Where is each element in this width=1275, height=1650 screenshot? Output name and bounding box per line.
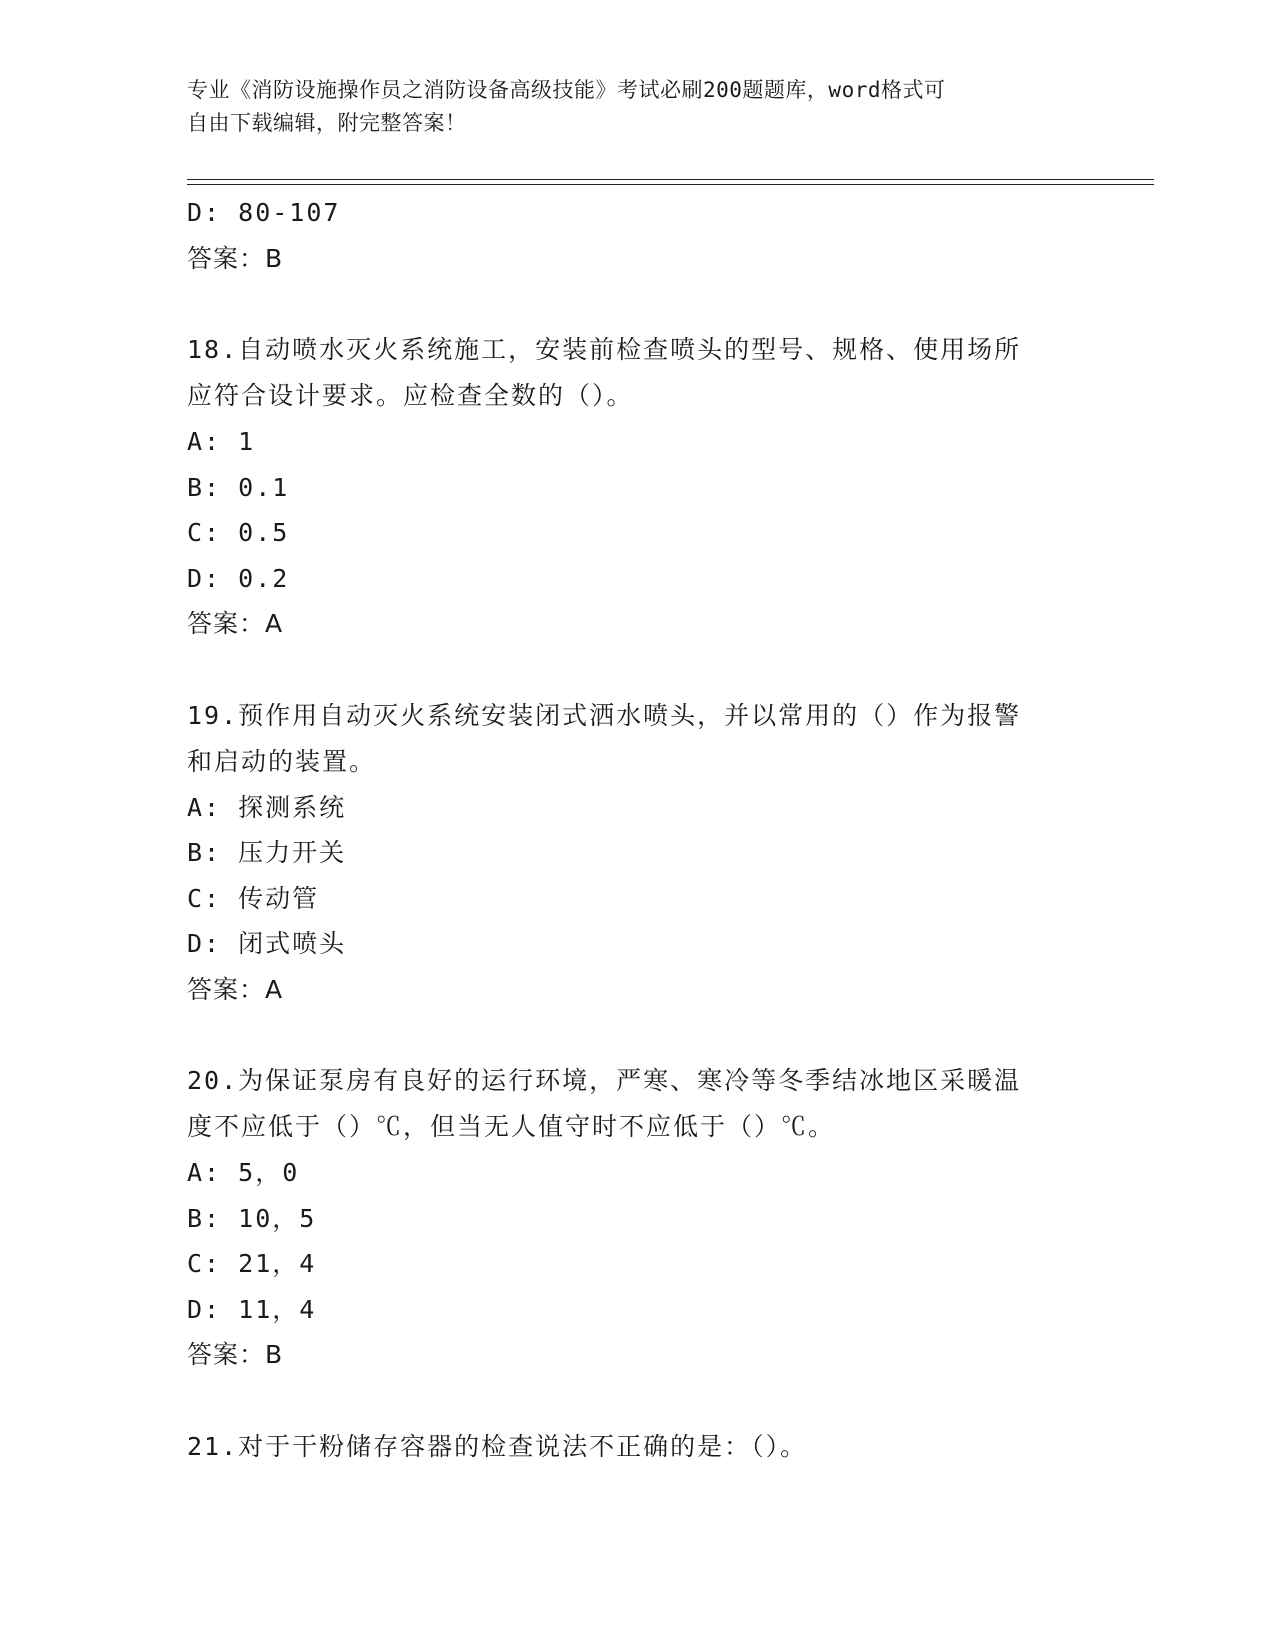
question-20 <box>187 1058 1087 1378</box>
header-title-line-1: 专业《消防设施操作员之消防设备高级技能》考试必刷200题题库，word格式可 <box>187 78 946 102</box>
question-stem-line: 21.对于干粉储存容器的检查说法不正确的是：（）。 <box>187 1431 808 1461</box>
page-header <box>187 74 1077 140</box>
question-18 <box>187 327 1087 647</box>
option-b: B: 10，5 <box>187 1203 317 1233</box>
question-stem-line: 度不应低于（）℃，但当无人值守时不应低于（）℃。 <box>187 1112 836 1141</box>
question-19 <box>187 693 1087 1013</box>
option-a: A: 5，0 <box>187 1158 300 1187</box>
option-c: C: 21，4 <box>187 1249 317 1278</box>
question-stem-line: 20.为保证泵房有良好的运行环境，严寒、寒冷等冬季结冰地区采暖温 <box>187 1066 1022 1095</box>
option-d: D: 11，4 <box>187 1294 317 1324</box>
question-list <box>187 190 1087 1470</box>
question-stem-line: 19.预作用自动灭火系统安装闭式洒水喷头，并以常用的（）作为报警 <box>187 700 1022 730</box>
header-divider-bottom <box>187 184 1154 185</box>
answer-line: 答案：B <box>187 1340 284 1369</box>
header-divider-top <box>187 179 1154 180</box>
option-b: B: 压力开关 <box>187 838 347 867</box>
question-stem-line: 应符合设计要求。应检查全数的（）。 <box>187 381 634 410</box>
option-a: A: 探测系统 <box>187 792 347 822</box>
question-stem-line: 18.自动喷水灭火系统施工，安装前检查喷头的型号、规格、使用场所 <box>187 335 1022 364</box>
option-b: B: 0.1 <box>187 472 290 502</box>
question-stem-line: 和启动的装置。 <box>187 746 377 776</box>
question-21 <box>187 1424 1087 1470</box>
option-a: A: 1 <box>187 427 256 456</box>
option-c: C: 传动管 <box>187 883 320 913</box>
option-d: D: 闭式喷头 <box>187 929 347 958</box>
option-d: D: 0.2 <box>187 563 290 593</box>
option-d: D: 80-107 <box>187 198 341 227</box>
answer-line: 答案：A <box>187 974 284 1004</box>
answer-line: 答案：A <box>187 609 284 638</box>
header-title-line-2: 自由下载编辑，附完整答案！ <box>187 111 467 135</box>
option-c: C: 0.5 <box>187 518 290 547</box>
answer-line: 答案：B <box>187 243 284 273</box>
carryover-question-tail <box>187 190 1087 281</box>
